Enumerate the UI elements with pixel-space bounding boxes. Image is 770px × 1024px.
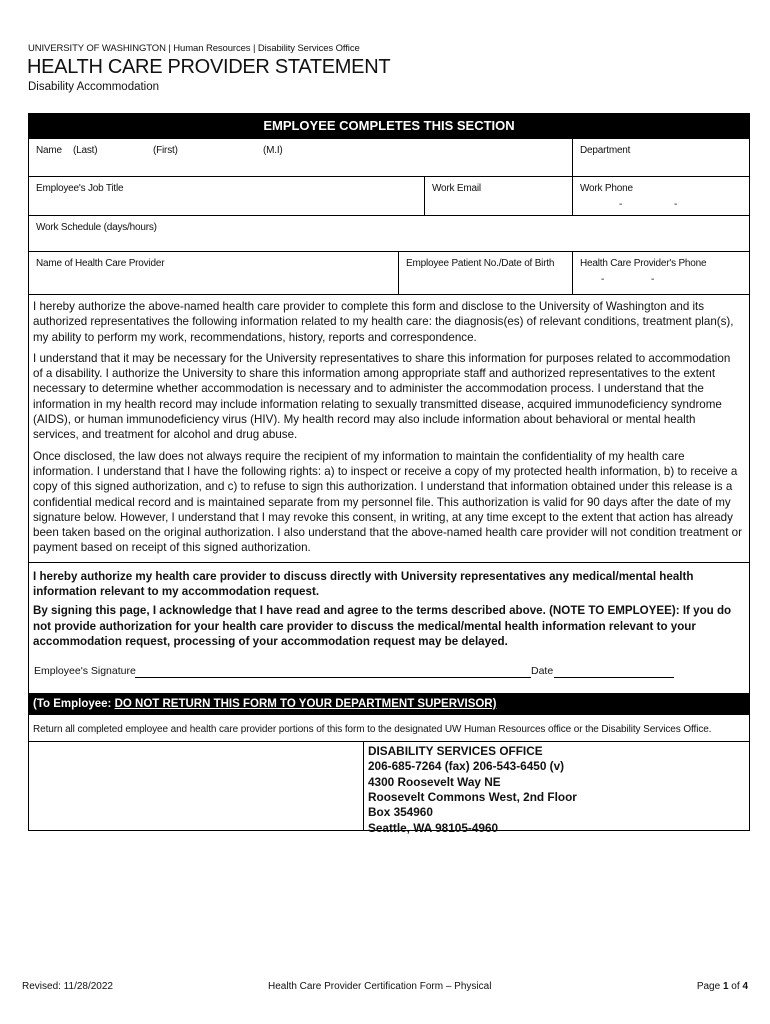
provider-phone-dash-2: - (651, 274, 655, 285)
provider-row (29, 252, 749, 295)
signature-row (29, 649, 749, 693)
office-box: Box 354960 (368, 805, 433, 820)
page-title: HEALTH CARE PROVIDER STATEMENT (27, 56, 391, 78)
schedule-row[interactable] (29, 216, 749, 252)
footer-page (697, 981, 748, 992)
consent-block (29, 563, 749, 649)
signature-line[interactable] (135, 677, 531, 678)
authorization-text (29, 295, 749, 563)
auth-paragraph-2: I understand that it may be necessary for the University representatives to share this information for purposes related to accommodation of a disability. I authorize the University to share this information among appropriate staff and authorized representatives to the extent necessary to determine whether accommodation is necessary and to administer the accommodation process. I understand that the information in my health record may include information relating to sexually transmitted disease, acquired immunodeficiency syndrome (AIDS), or human immunodeficiency virus (HIV). My health record may also include information about behavioral or mental health services, and treatment for alcohol and drug abuse. (33, 351, 731, 442)
office-phone: 206-685-7264 (fax) 206-543-6450 (v) (368, 759, 565, 774)
phone-dash-1: - (619, 199, 623, 210)
patient-no-label: Employee Patient No./Date of Birth (406, 258, 555, 269)
provider-phone-label: Health Care Provider's Phone (580, 258, 707, 269)
office-address (363, 742, 581, 835)
employee-section-heading: EMPLOYEE COMPLETES THIS SECTION (29, 113, 749, 139)
office-building: Roosevelt Commons West, 2nd Floor (368, 789, 577, 804)
page-subtitle: Disability Accommodation (28, 81, 160, 93)
page-total: 4 (742, 981, 748, 992)
footer-revised: Revised: 11/28/2022 (22, 981, 113, 992)
first-label: (First) (153, 145, 178, 156)
work-email-label: Work Email (432, 183, 481, 194)
return-notice-bar (29, 693, 749, 715)
consent-paragraph: I hereby authorize my health care provider to discuss directly with University representatives any medical/mental health information relevant to my accommodation request. (33, 569, 694, 599)
acknowledge-paragraph: By signing this page, I acknowledge that I have read and agree to the terms described above. (NOTE TO EMPLOYEE): If you do not provide authorization for your health care provider to discuss the medical/mental health information relevant to your accommodation request, processing of your accommodation request may be delayed. (33, 604, 732, 648)
phone-dash-2: - (674, 199, 678, 210)
mi-label: (M.I) (263, 145, 283, 156)
org-line: UNIVERSITY OF WASHINGTON | Human Resources | Disability Services Office (28, 43, 360, 54)
page-number: 1 (722, 981, 729, 992)
date-line[interactable] (554, 677, 674, 678)
department-label: Department (580, 145, 631, 156)
date-label: Date (531, 665, 554, 678)
page-of: of (728, 981, 743, 992)
office-street: 4300 Roosevelt Way NE (368, 774, 501, 789)
schedule-label: Work Schedule (days/hours) (36, 222, 157, 233)
page-prefix: Page (696, 981, 723, 992)
provider-name-field[interactable] (29, 252, 399, 294)
name-field[interactable] (29, 139, 573, 176)
return-instructions: Return all completed employee and health care provider portions of this form to the designated UW Human Resources office or the Disability Services Office. (33, 724, 712, 736)
job-title-label: Employee's Job Title (36, 183, 124, 194)
work-email-field[interactable] (425, 177, 573, 215)
work-phone-field[interactable] (573, 177, 749, 215)
signature-label: Employee's Signature (34, 665, 136, 678)
last-label: (Last) (73, 145, 98, 156)
job-title-field[interactable] (29, 177, 425, 215)
notice-underlined: DO NOT RETURN THIS FORM TO YOUR DEPARTMENT SUPERVISOR) (114, 698, 497, 711)
job-row (29, 177, 749, 216)
name-label: Name (36, 145, 62, 156)
notice-prefix: (To Employee: (33, 698, 115, 711)
auth-paragraph-1: I hereby authorize the above-named health care provider to complete this form and disclose to the University of Washington and its authorized representatives the following information related to my health care: the diagnosis(es) of relevant conditions, treatment plan(s), my ability to perform my work, recommendations, history, reports and correspondence. (33, 300, 734, 344)
department-field[interactable] (573, 139, 749, 176)
provider-phone-field[interactable] (573, 252, 749, 294)
office-city: Seattle, WA 98105-4960 (368, 820, 499, 835)
employee-form (28, 113, 750, 835)
name-row (29, 139, 749, 177)
office-row (29, 741, 749, 835)
provider-name-label: Name of Health Care Provider (36, 258, 165, 269)
office-name: DISABILITY SERVICES OFFICE (368, 743, 543, 758)
work-phone-label: Work Phone (580, 183, 633, 194)
provider-phone-dash-1: - (601, 274, 605, 285)
patient-no-field[interactable] (399, 252, 573, 294)
auth-paragraph-3: Once disclosed, the law does not always require the recipient of my information to maintain the confidentiality of my health care information. I understand that I have the following rights: a) to inspect or receive a copy of my protected health information, b) to receive a copy of this signed authorization, and c) to refuse to sign this authorization. I understand that information obtained under this release is a confidential medical record and is maintained separate from my personnel file. This authorization is valid for 90 days after the date of my signature below. However, I understand that I may revoke this consent, in writing, at any time except to the extent that action has already been taken based on the original authorization. I also understand that the above-named health care provider will not condition treatment or payment based on receipt of this signed authorization. (33, 449, 742, 555)
footer-form-name: Health Care Provider Certification Form – Physical (268, 981, 492, 992)
